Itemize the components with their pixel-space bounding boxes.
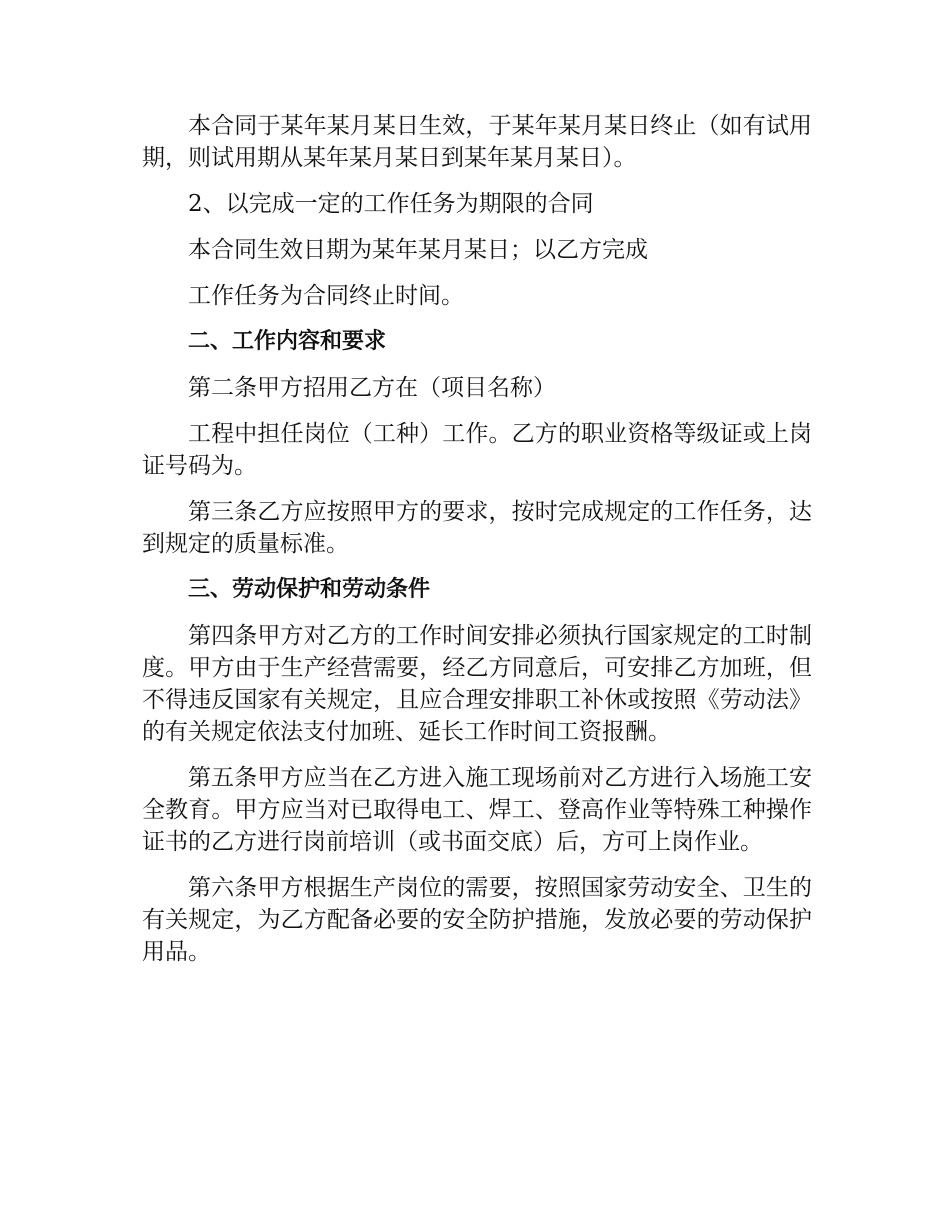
paragraph-task-end: 工作任务为合同终止时间。 — [188, 283, 464, 309]
paragraph-task-effective: 本合同生效日期为某年某月某日；以乙方完成 — [188, 237, 648, 263]
paragraph-article-6: 第六条甲方根据生产岗位的需要，按照国家劳动安全、卫生的有关规定，为乙方配备必要的安全防护措施，发放必要的劳动保护用品。 — [142, 875, 812, 965]
paragraph-task-contract: 2、以完成一定的工作任务为期限的合同 — [188, 191, 594, 217]
paragraph-effective-date: 本合同于某年某月某日生效，于某年某月某日终止（如有试用期，则试用期从某年某月某日到某年某月某日）。 — [142, 113, 812, 171]
paragraph-article-4: 第四条甲方对乙方的工作时间安排必须执行国家规定的工时制度。甲方由于生产经营需要，经乙方同意后，可安排乙方加班，但不得违反国家有关规定，且应合理安排职工补休或按照《劳动法》的有关规定依法支付加班、延长工作时间工资报酬。 — [142, 623, 812, 745]
paragraph-article-5: 第五条甲方应当在乙方进入施工现场前对乙方进行入场施工安全教育。甲方应当对已取得电工、焊工、登高作业等特殊工种操作证书的乙方进行岗前培训（或书面交底）后，方可上岗作业。 — [142, 765, 812, 855]
paragraph-article-3: 第三条乙方应按照甲方的要求，按时完成规定的工作任务，达到规定的质量标准。 — [142, 499, 812, 557]
document-page — [142, 110, 812, 982]
section-heading-labor-protection: 三、劳动保护和劳动条件 — [188, 577, 431, 602]
section-heading-work-content: 二、工作内容和要求 — [188, 329, 387, 354]
paragraph-article-2: 第二条甲方招用乙方在（项目名称） — [188, 375, 556, 401]
paragraph-article-2-cont: 工程中担任岗位（工种）工作。乙方的职业资格等级证或上岗证号码为。 — [142, 421, 812, 479]
